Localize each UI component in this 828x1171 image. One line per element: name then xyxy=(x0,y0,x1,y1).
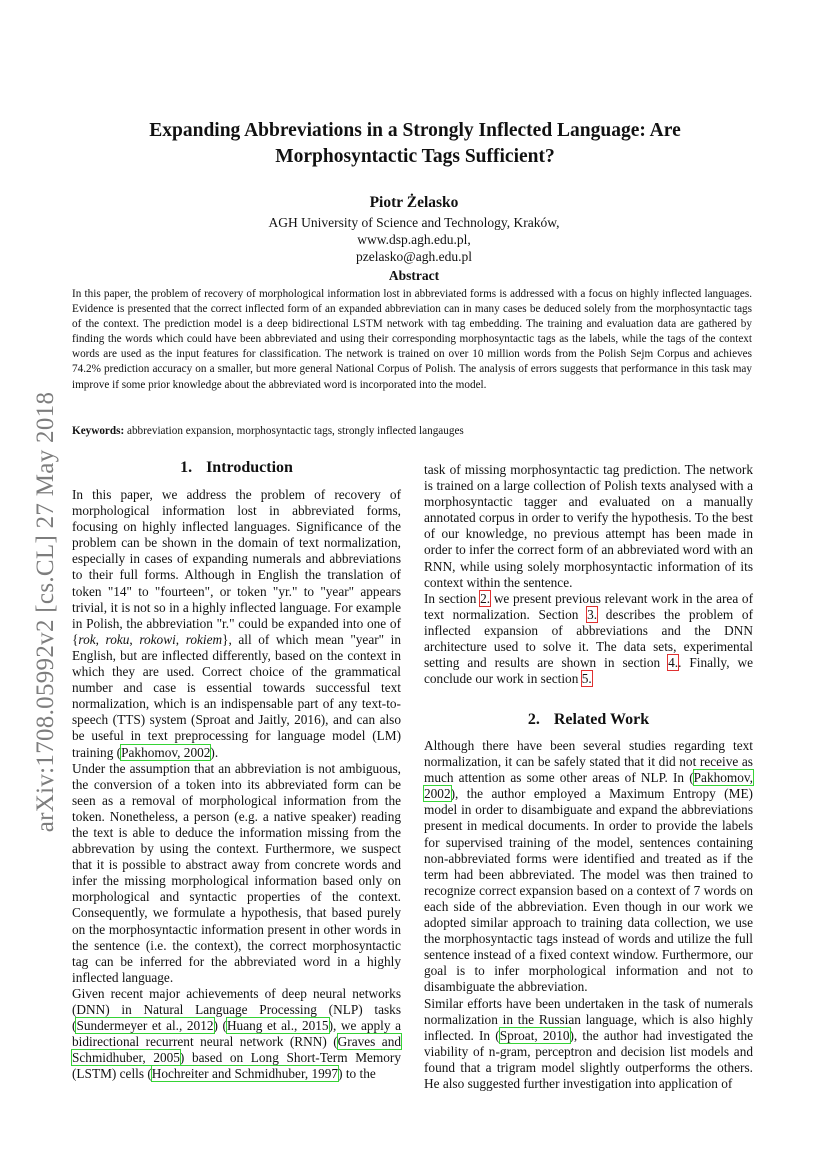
text-run: . Finally, we conclude our work in section xyxy=(424,655,753,687)
intro-paragraph-1 xyxy=(72,487,401,761)
text-run: ), the author employed a Maximum Entropy (ME) model in order to disambiguate and expand the abbreviations present in medical documents. In order to provide the labels for supervised training of the model, sentences containing non-abbreviated forms were identified and treated as if the term had been abbreviated. The model was then trained to recognize correct expansion based on a context of 7 words on each side of the abbreviation. Even though in our work we adopted similar approach to training data collection, we use the morphosyntactic tags instead of words and utilize the full sentence instead of a fixed context window. Furthermore, our goal is to infer morphological information and not to disambiguate the abbreviation. xyxy=(424,786,753,995)
citation-link[interactable]: Graves and Schmidhuber, 2005 xyxy=(72,1034,401,1066)
text-run: ), the author had investigated the viability of n-gram, perceptron and decision list models and found that a trigram model slightly outperforms the others. He also suggested further investigation into application of xyxy=(424,1027,753,1091)
section-title: Related Work xyxy=(553,711,650,728)
text-run: In section xyxy=(424,590,481,606)
text-run: ) to the xyxy=(338,1066,376,1082)
text-run: , xyxy=(175,631,186,647)
section-heading-related-work xyxy=(424,711,753,729)
text-run: }, all of which mean "year" in English, but are inflected differently, based on the context in which they are used. Correct choice of the grammatical number and case is essential towards successful text normalization, which is an indispensable part of any text-to-speech (TTS) system (Sproat and Jaitly, 2016), and can also be useful in text preprocessing for language model (LM) training ( xyxy=(72,631,402,760)
right-column-top xyxy=(424,462,753,687)
text-run: ), we apply a bidirectional recurrent neural network (RNN) ( xyxy=(72,1018,401,1050)
text-run: ). xyxy=(210,744,219,760)
left-column xyxy=(72,487,401,1082)
title-line-1: Expanding Abbreviations in a Strongly Inflected Language: Are xyxy=(149,120,681,141)
right-column-bottom xyxy=(424,738,753,1092)
citation-link[interactable]: Pakhomov, 2002 xyxy=(121,744,211,760)
text-run: ) ( xyxy=(213,1018,227,1034)
text-run: Similar efforts have been undertaken in the task of numerals normalization in the Russian language, which is also highly inflected. In ( xyxy=(424,995,753,1043)
keywords-label: Keywords: xyxy=(72,425,125,437)
affiliation-line-2: www.dsp.agh.edu.pl, xyxy=(357,232,471,247)
keywords-text: abbreviation expansion, morphosyntactic tags, strongly inflected langauges xyxy=(124,425,464,437)
citation-link[interactable]: Pakhomov, 2002 xyxy=(424,770,753,802)
paper-title xyxy=(90,118,740,170)
related-paragraph-1 xyxy=(424,738,753,996)
citation-link[interactable]: Sundermeyer et al., 2012 xyxy=(76,1018,214,1034)
polish-word: rokowi xyxy=(139,631,176,647)
text-run: describes the problem of inflected expansion of abbreviations and the DNN architecture used to solve it. The data sets, experimental setting and results are shown in section xyxy=(424,606,754,671)
section-title: Introduction xyxy=(206,459,293,476)
affiliation-line-3: pzelasko@agh.edu.pl xyxy=(356,249,472,264)
abstract-heading: Abstract xyxy=(388,268,440,283)
citation-link[interactable]: Hochreiter and Schmidhuber, 1997 xyxy=(151,1066,339,1082)
section-link[interactable]: 2. xyxy=(480,590,491,606)
text-run: we present previous relevant work in the area of text normalization. Section xyxy=(424,590,754,622)
text-run: , xyxy=(95,631,106,647)
section-link[interactable]: 4. xyxy=(668,655,679,671)
text-run: In this paper, we address the problem of recovery of morphological information lost in abbreviated forms, focusing on highly inflected languages. Significance of the problem can be shown in the domain of text normalization, especially in cases of expanding numerals and abbreviations to their full forms. Although in English the translation of token "14" to "fourteen", or token "yr." to "year" appears trivial, it is not so in a highly inflected language. For example in Polish, the abbreviation "r." could be expanded into one of { xyxy=(72,487,401,647)
text-run: ) based on Long Short-Term Memory (LSTM) cells ( xyxy=(72,1050,401,1082)
section-link[interactable]: 3. xyxy=(587,606,598,622)
citation-link[interactable]: Sproat, 2010 xyxy=(499,1027,570,1043)
intro-paragraph-3 xyxy=(72,986,401,1083)
author-name: Piotr Żelasko xyxy=(369,194,459,211)
title-line-2: Morphosyntactic Tags Sufficient? xyxy=(275,146,555,167)
polish-word: roku xyxy=(105,631,130,647)
keywords xyxy=(72,425,752,437)
section-link[interactable]: 5. xyxy=(581,671,592,687)
section-heading-introduction xyxy=(72,459,401,477)
text-run: , xyxy=(129,631,140,647)
intro-paragraph-2: Under the assumption that an abbreviation is not ambiguous, the conversion of a token into its abbreviated form can be seen as a removal of morphological information from the token. Nonetheless, a person (e.g. a native speaker) reading the text is able to deduce the information missing from the abbrevation by using the context. Furthermore, we suspect that it is possible to abstract away from concrete words and infer the missing morphological information based only on morphological and syntactic properties of the context. Consequently, we formulate a hypothesis, that based purely on the morphosyntactic information present in other words in the sentence (i.e. the context), the correct morphosyntactic tag can be inferred for the abbreviated word in a highly inflected language. xyxy=(72,760,401,985)
intro-paragraph-5 xyxy=(424,591,753,688)
text-run: Given recent major achievements of deep neural networks (DNN) in Natural Language Processing (NLP) tasks ( xyxy=(72,985,401,1034)
related-paragraph-2 xyxy=(424,996,753,1093)
section-number: 1. xyxy=(180,459,193,476)
citation-link[interactable]: Huang et al., 2015 xyxy=(226,1018,329,1034)
section-number: 2. xyxy=(527,711,540,728)
arxiv-stamp: arXiv:1708.05992v2 [cs.CL] 27 May 2018 xyxy=(32,391,59,833)
intro-paragraph-4: task of missing morphosyntactic tag prediction. The network is trained on a large collection of Polish texts analysed with a morphosyntactic tagger and evaluated on a manually annotated corpus in order to verify the hypothesis. To the best of our knowledge, no previous attempt has been made in order to infer the correct form of an abbreviated word with an RNN, while using solely morphosyntactic information of its context within the sentence. xyxy=(424,462,753,590)
abstract-body: In this paper, the problem of recovery of morphological information lost in abbreviated forms is addressed with a focus on highly inflected languages. Evidence is presented that the correct inflected form of an expanded abbreviation can in many cases be deduced solely from the morphosyntactic tags of the context. The prediction model is a deep bidirectional LSTM network with tag embedding. The training and evaluation data are gathered by finding the words which could have been abbreviated and using their corresponding morphosyntactic tags as the labels, while the tags of the context words are used as the input features for classification. The network is trained on over 10 million words from the Polish Sejm Corpus and achieves 74.2% prediction accuracy on a smaller, but more general National Corpus of Polish. The analysis of errors suggests that performance in this task may improve if some prior knowledge about the abbreviated word is incorporated into the model. xyxy=(72,288,752,391)
polish-word: rokiem xyxy=(185,631,223,647)
text-run: Although there have been several studies regarding text normalization, it can be safely stated that it did not receive as much attention as some other areas of NLP. In ( xyxy=(424,738,753,786)
polish-word: rok xyxy=(78,631,96,647)
affiliation-line-1: AGH University of Science and Technology, Kraków, xyxy=(268,215,560,230)
